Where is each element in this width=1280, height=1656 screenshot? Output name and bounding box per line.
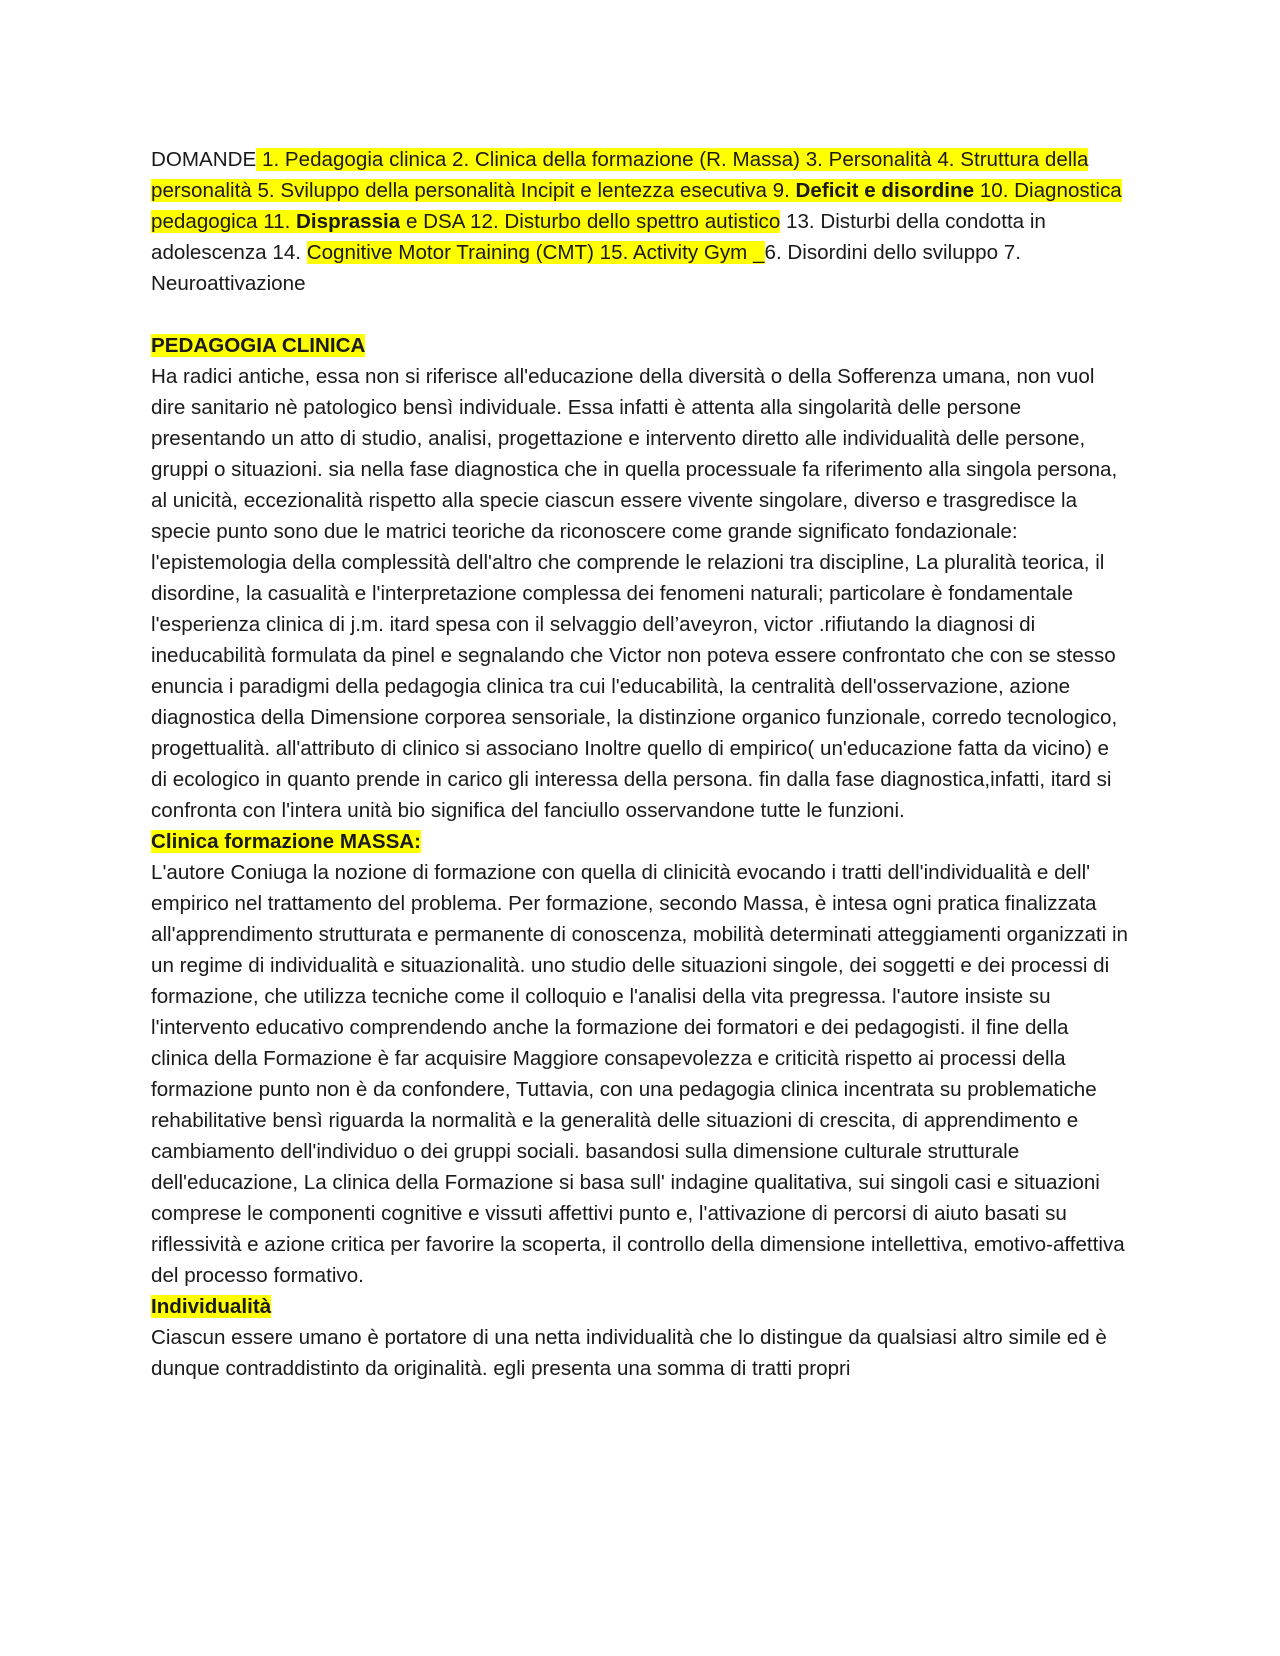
heading-text: Individualità (151, 1295, 272, 1318)
section-body-massa: L'autore Coniuga la nozione di formazione con quella di clinicità evocando i tratti dell'individualità e dell' empirico nel trattamento del problema. Per formazione, secondo Massa, è intesa ogni pratica finalizzata all'apprendimento strutturata e permanente di conoscenza, mobilità determinati atteggiamenti organizzati in un regime di individualità e situazionalità. uno studio delle situazioni singole, dei soggetti e dei processi di formazione, che utilizza tecniche come il colloquio e l'analisi della vita pregressa. l'autore insiste su l'intervento educativo comprendendo anche la formazione dei formatori e dei pedagogisti. il fine della clinica della Formazione è far acquisire Maggiore consapevolezza e criticità rispetto ai processi della formazione punto non è da confondere, Tuttavia, con una pedagogia clinica incentrata su problematiche rehabilitative bensì riguarda la normalità e la generalità delle situazioni di crescita, di apprendimento e cambiamento dell'individuo o dei gruppi sociali. basandosi sulla dimensione culturale strutturale dell'educazione, La clinica della Formazione si basa sull' indagine qualitativa, sui singoli casi e situazioni comprese le componenti cognitive e vissuti affettivi punto e, l'attivazione di percorsi di aiuto basati su riflessività e azione critica per favorire la scoperta, il controllo della dimensione intellettiva, emotivo-affettiva del processo formativo. (151, 861, 1128, 1287)
heading-text: PEDAGOGIA CLINICA (151, 334, 366, 357)
highlighted-questions-2: 10. Diagnostica pedagogica 11. (151, 179, 1122, 233)
section-heading-individualita (151, 1291, 1130, 1322)
highlighted-questions-4: Cognitive Motor Training (CMT) 15. Activity Gym _ (306, 241, 765, 264)
domande-label: DOMANDE (151, 148, 257, 171)
plain-questions-1: 13. Disturbi della condotta in adolescenza 14. (151, 210, 1046, 264)
heading-text: Clinica formazione MASSA: (151, 830, 422, 853)
section-body-pedagogia: Ha radici antiche, essa non si riferisce all'educazione della diversità o della Sofferenza umana, non vuol dire sanitario nè patologico bensì individuale. Essa infatti è attenta alla singolarità delle persone presentando un atto di studio, analisi, progettazione e intervento diretto alle individualità delle persone, gruppi o situazioni. sia nella fase diagnostica che in quella processuale fa riferimento alla singola persona, al unicità, eccezionalità rispetto alla specie ciascun essere vivente singolare, diverso e trasgredisce la specie punto sono due le matrici teoriche da riconoscere come grande significato fondazionale: l'epistemologia della complessità dell'altro che comprende le relazioni tra discipline, La pluralità teorica, il disordine, la casualità e l'interpretazione complessa dei fenomeni naturali; particolare è fondamentale l'esperienza clinica di j.m. itard spesa con il selvaggio dell’aveyron, victor .rifiutando la diagnosi di ineducabilità formulata da pinel e segnalando che Victor non poteva essere confrontato che con se stesso enuncia i paradigmi della pedagogia clinica tra cui l'educabilità, la centralità dell'osservazione, azione diagnostica della Dimensione corporea sensoriale, la distinzione organico funzionale, corredo tecnologico, progettualità. all'attributo di clinico si associano Inoltre quello di empirico( un'educazione fatta da vicino) e di ecologico in quanto prende in carico gli interessa della persona. fin dalla fase diagnostica,infatti, itard si confronta con l'intera unità bio significa del fanciullo osservandone tutte le funzioni. (151, 365, 1118, 822)
blank-line (151, 299, 1130, 330)
bold-disprassia: Disprassia (296, 210, 401, 233)
section-heading-pedagogia (151, 330, 1130, 361)
plain-questions-2: 6. Disordini dello sviluppo 7. Neuroattivazione (151, 241, 1021, 295)
questions-list (151, 144, 1130, 299)
bold-deficit: Deficit e disordine (795, 179, 975, 202)
highlighted-questions-3: e DSA 12. Disturbo dello spettro autistico (400, 210, 781, 233)
highlighted-questions-1: 1. Pedagogia clinica 2. Clinica della formazione (R. Massa) 3. Personalità 4. Struttura della personalità 5. Sviluppo della personalità Incipit e lentezza esecutiva 9. (151, 148, 1089, 202)
section-heading-massa (151, 826, 1130, 857)
section-body-individualita: Ciascun essere umano è portatore di una netta individualità che lo distingue da qualsiasi altro simile ed è dunque contraddistinto da originalità. egli presenta una somma di tratti propri (151, 1326, 1107, 1380)
